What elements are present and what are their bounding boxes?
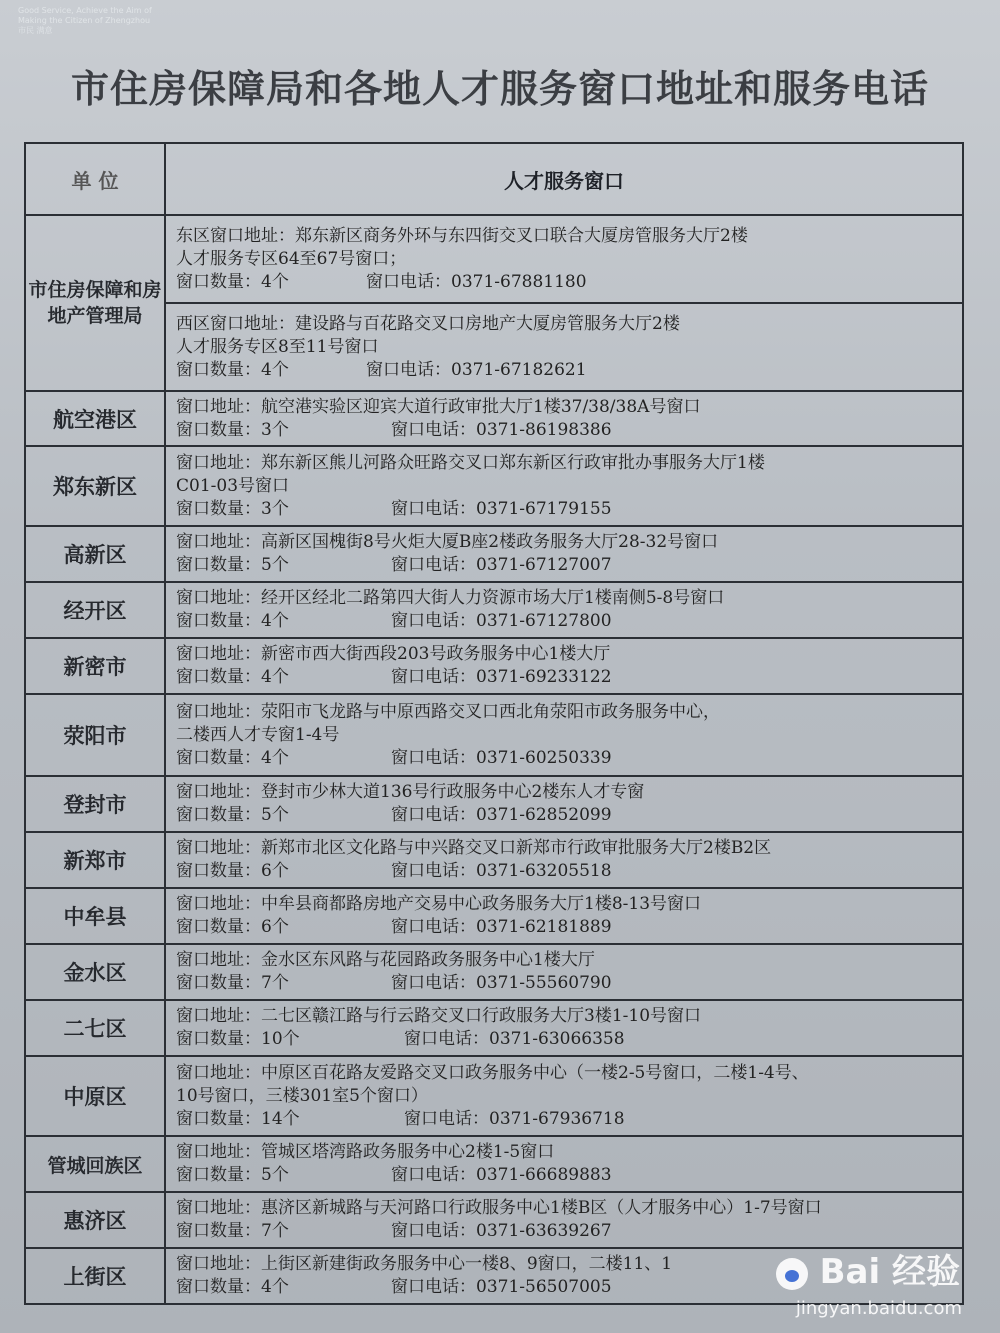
table-row xyxy=(25,391,963,446)
info-cell xyxy=(165,1056,963,1136)
unit-cell: 新密市 xyxy=(25,638,165,694)
header-unit: 单 位 xyxy=(25,143,165,215)
count-phone-line xyxy=(176,1108,956,1131)
table-row xyxy=(25,215,963,303)
count-phone-line xyxy=(176,972,956,995)
unit-cell: 二七区 xyxy=(25,1000,165,1056)
info-cell xyxy=(165,391,963,446)
table-row xyxy=(25,526,963,582)
window-phone: 窗口电话：0371-56507005 xyxy=(391,1277,612,1297)
address-line: C01-03号窗口 xyxy=(176,475,290,496)
page-title: 市住房保障局和各地人才服务窗口地址和服务电话 xyxy=(70,66,929,111)
unit-cell: 惠济区 xyxy=(25,1192,165,1248)
unit-cell: 中牟县 xyxy=(25,888,165,944)
address-line: 窗口地址：上街区新建街政务服务中心一楼8、9窗口，二楼11、1 xyxy=(176,1254,673,1274)
address-line: 窗口地址：高新区国槐街8号火炬大厦B座2楼政务服务大厅28-32号窗口 xyxy=(176,532,719,552)
window-phone: 窗口电话：0371-86198386 xyxy=(391,419,612,440)
window-count: 窗口数量：5个 xyxy=(176,555,289,575)
info-cell xyxy=(165,1000,963,1056)
info-cell xyxy=(165,638,963,694)
info-cell xyxy=(165,832,963,888)
count-phone-line xyxy=(176,666,956,689)
address-line: 窗口地址：管城区塔湾路政务服务中心2楼1-5窗口 xyxy=(176,1142,555,1162)
window-phone: 窗口电话：0371-63205518 xyxy=(391,861,612,881)
table-row xyxy=(25,776,963,832)
window-count: 窗口数量：14个 xyxy=(176,1108,300,1129)
count-phone-line xyxy=(176,359,956,382)
address-line: 人才服务专区8至11号窗口 xyxy=(176,336,379,357)
unit-cell: 新郑市 xyxy=(25,832,165,888)
window-phone: 窗口电话：0371-67182621 xyxy=(366,359,587,380)
window-count: 窗口数量：5个 xyxy=(176,1165,289,1185)
info-cell xyxy=(165,776,963,832)
service-window-table xyxy=(24,142,964,1305)
count-phone-line xyxy=(176,1220,956,1243)
info-cell xyxy=(165,1192,963,1248)
unit-cell: 高新区 xyxy=(25,526,165,582)
count-phone-line xyxy=(176,860,956,883)
paw-icon xyxy=(776,1258,808,1290)
address-line: 窗口地址：中牟县商都路房地产交易中心政务服务大厅1楼8-13号窗口 xyxy=(176,894,702,914)
table-header-row xyxy=(25,143,963,215)
address-line: 窗口地址：荥阳市飞龙路与中原西路交叉口西北角荥阳市政务服务中心， xyxy=(176,701,720,722)
unit-cell: 上街区 xyxy=(25,1248,165,1304)
address-line: 窗口地址：新郑市北区文化路与中兴路交叉口新郑市行政审批服务大厅2楼B2区 xyxy=(176,838,772,858)
window-count: 窗口数量：3个 xyxy=(176,419,289,440)
table-row xyxy=(25,1000,963,1056)
watermark-brand: Bai 经验 xyxy=(819,1252,960,1292)
unit-cell: 郑东新区 xyxy=(25,446,165,526)
watermark-url: jingyan.baidu.com xyxy=(795,1298,962,1319)
table-row xyxy=(25,888,963,944)
corner-note-line: Good Service, Achieve the Aim of xyxy=(18,6,152,15)
table-row xyxy=(25,638,963,694)
corner-note-line: Making the Citizen of Zhengzhou xyxy=(18,16,151,25)
address-line: 二楼西人才专窗1-4号 xyxy=(176,724,340,745)
window-count: 窗口数量：3个 xyxy=(176,498,289,519)
address-line: 窗口地址：新密市西大街西段203号政务服务中心1楼大厅 xyxy=(176,644,611,664)
address-line: 人才服务专区64至67号窗口； xyxy=(176,248,407,269)
count-phone-line xyxy=(176,1028,956,1051)
unit-cell: 管城回族区 xyxy=(25,1136,165,1192)
window-phone: 窗口电话：0371-67881180 xyxy=(366,271,587,292)
window-count: 窗口数量：6个 xyxy=(176,861,289,881)
table-row xyxy=(25,832,963,888)
address-line: 东区窗口地址：郑东新区商务外环与东四街交叉口联合大厦房管服务大厅2楼 xyxy=(176,225,748,246)
table-row xyxy=(25,1192,963,1248)
table-row xyxy=(25,446,963,526)
info-cell xyxy=(165,303,963,391)
baidu-jingyan-watermark xyxy=(776,1244,960,1293)
window-count: 窗口数量：7个 xyxy=(176,1221,289,1241)
address-line: 窗口地址：航空港实验区迎宾大道行政审批大厅1楼37/38/38A号窗口 xyxy=(176,396,701,417)
window-count: 窗口数量：7个 xyxy=(176,973,289,993)
window-count: 窗口数量：4个 xyxy=(176,1277,289,1297)
count-phone-line xyxy=(176,747,956,770)
unit-cell: 金水区 xyxy=(25,944,165,1000)
address-line: 窗口地址：惠济区新城路与天河路口行政服务中心1楼B区（人才服务中心）1-7号窗口 xyxy=(176,1198,822,1218)
info-cell xyxy=(165,888,963,944)
table-row xyxy=(25,694,963,776)
unit-cell: 航空港区 xyxy=(25,391,165,446)
info-cell xyxy=(165,446,963,526)
info-cell xyxy=(165,694,963,776)
table-row xyxy=(25,1136,963,1192)
window-count: 窗口数量：6个 xyxy=(176,917,289,937)
window-count: 窗口数量：4个 xyxy=(176,747,289,768)
count-phone-line xyxy=(176,610,956,633)
info-cell xyxy=(165,582,963,638)
count-phone-line xyxy=(176,804,956,827)
window-phone: 窗口电话：0371-62852099 xyxy=(391,805,612,825)
unit-cell: 荥阳市 xyxy=(25,694,165,776)
window-phone: 窗口电话：0371-66689883 xyxy=(391,1165,612,1185)
count-phone-line xyxy=(176,916,956,939)
window-count: 窗口数量：5个 xyxy=(176,805,289,825)
address-line: 窗口地址：郑东新区熊儿河路众旺路交叉口郑东新区行政审批办事服务大厅1楼 xyxy=(176,452,765,473)
corner-note-line: 市民 满意 xyxy=(18,26,53,35)
window-count: 窗口数量：4个 xyxy=(176,667,289,687)
window-phone: 窗口电话：0371-55560790 xyxy=(391,973,612,993)
window-phone: 窗口电话：0371-69233122 xyxy=(391,667,612,687)
window-count: 窗口数量：10个 xyxy=(176,1029,300,1049)
address-line: 窗口地址：二七区赣江路与行云路交叉口行政服务大厅3楼1-10号窗口 xyxy=(176,1006,702,1026)
count-phone-line xyxy=(176,271,956,294)
address-line: 窗口地址：经开区经北二路第四大街人力资源市场大厅1楼南侧5-8号窗口 xyxy=(176,588,725,608)
table-row xyxy=(25,303,963,391)
window-phone: 窗口电话：0371-67179155 xyxy=(391,498,612,519)
unit-cell: 经开区 xyxy=(25,582,165,638)
unit-cell: 中原区 xyxy=(25,1056,165,1136)
info-cell xyxy=(165,944,963,1000)
window-phone: 窗口电话：0371-63066358 xyxy=(404,1029,625,1049)
count-phone-line xyxy=(176,554,956,577)
window-phone: 窗口电话：0371-60250339 xyxy=(391,747,612,768)
address-line: 窗口地址：登封市少林大道136号行政服务中心2楼东人才专窗 xyxy=(176,782,645,802)
count-phone-line xyxy=(176,419,956,442)
address-line: 窗口地址：中原区百花路友爱路交叉口政务服务中心（一楼2-5号窗口，二楼1-4号、 xyxy=(176,1062,809,1083)
info-cell xyxy=(165,1136,963,1192)
table-row xyxy=(25,582,963,638)
window-phone: 窗口电话：0371-67127800 xyxy=(391,611,612,631)
header-window: 人才服务窗口 xyxy=(165,143,963,215)
window-phone: 窗口电话：0371-62181889 xyxy=(391,917,612,937)
count-phone-line xyxy=(176,1164,956,1187)
unit-cell: 登封市 xyxy=(25,776,165,832)
info-cell xyxy=(165,215,963,303)
window-count: 窗口数量：4个 xyxy=(176,611,289,631)
address-line: 窗口地址：金水区东风路与花园路政务服务中心1楼大厅 xyxy=(176,950,595,970)
table-row xyxy=(25,944,963,1000)
address-line: 西区窗口地址：建设路与百花路交叉口房地产大厦房管服务大厅2楼 xyxy=(176,313,680,334)
count-phone-line xyxy=(176,498,956,521)
info-cell xyxy=(165,526,963,582)
window-phone: 窗口电话：0371-67936718 xyxy=(404,1108,625,1129)
window-count: 窗口数量：4个 xyxy=(176,271,289,292)
corner-note xyxy=(18,6,152,36)
unit-cell: 市住房保障和房地产管理局 xyxy=(25,215,165,391)
window-phone: 窗口电话：0371-63639267 xyxy=(391,1221,612,1241)
window-phone: 窗口电话：0371-67127007 xyxy=(391,555,612,575)
table-row xyxy=(25,1056,963,1136)
window-count: 窗口数量：4个 xyxy=(176,359,289,380)
address-line: 10号窗口，三楼301室5个窗口） xyxy=(176,1085,428,1106)
